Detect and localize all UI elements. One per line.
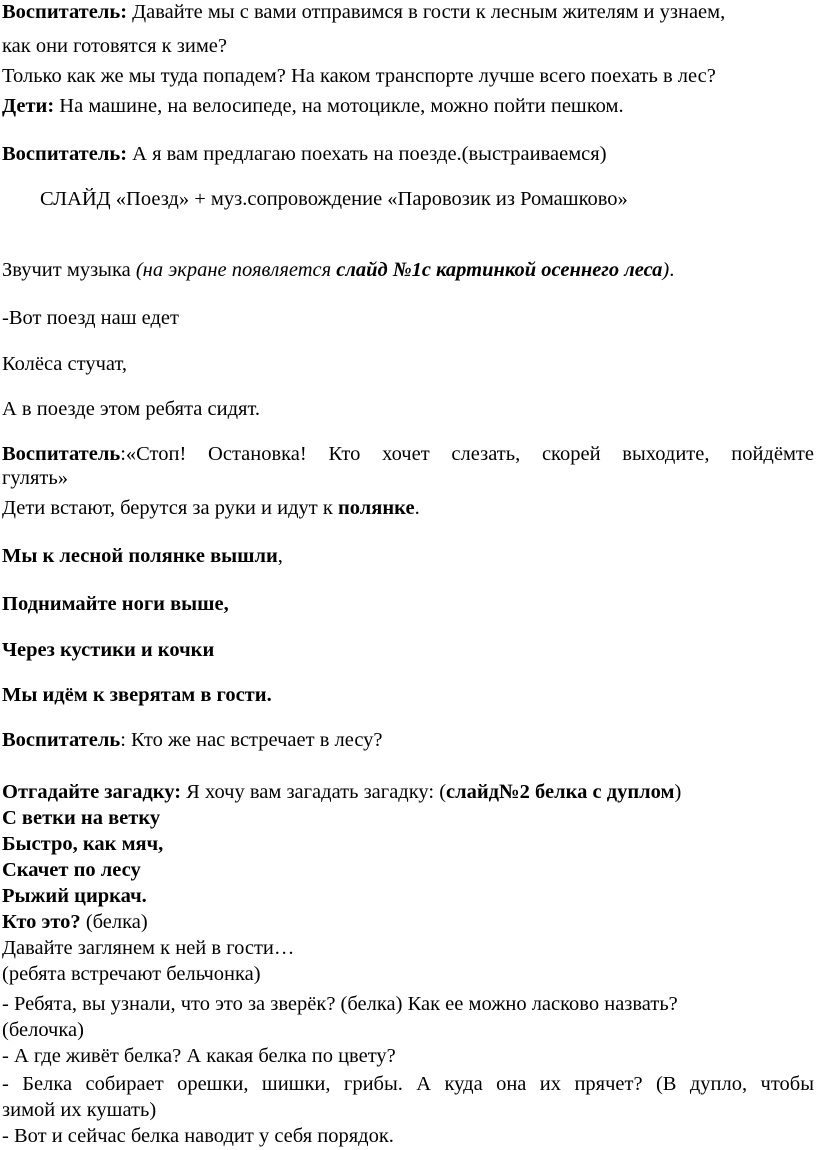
poem-line: Поднимайте ноги выше, [2,593,229,615]
poem-line: Мы идём к зверятам в гости. [2,684,272,706]
poem-line: Мы к лесной полянке вышли, [2,545,283,567]
riddle-line: Быстро, как мяч, [2,833,164,855]
paragraph-line: Только как же мы туда попадем? На каком транспорте лучше всего поехать в лес? [2,65,716,87]
poem-line: А в поезде этом ребята сидят. [2,398,260,420]
poem-line: -Вот поезд наш едет [2,307,179,329]
poem-line: Колёса стучат, [2,353,127,375]
paragraph-line: Звучит музыка (на экране появляется слайд №1с картинкой осеннего леса). [2,259,675,281]
paragraph-line: Отгадайте загадку: Я хочу вам загадать загадку: (слайд№2 белка с дуплом) [2,781,682,803]
paragraph-line: Воспитатель: Кто же нас встречает в лесу? [2,729,383,751]
paragraph-line: как они готовятся к зиме? [2,35,227,57]
paragraph-line: - Ребята, вы узнали, что это за зверёк? (белка) Как ее можно ласково назвать? [2,993,678,1015]
paragraph-line: - Белка собирает орешки, шишки, грибы. А куда она их прячет? (В дупло, чтобы [2,1073,814,1095]
paragraph-line: - Вот и сейчас белка наводит у себя порядок. [2,1125,394,1147]
paragraph-line: Дети встают, берутся за руки и идут к полянке. [2,497,420,519]
paragraph-line: - А где живёт белка? А какая белка по цвету? [2,1045,396,1067]
paragraph-line: Кто это? (белка) [2,911,148,933]
paragraph-line: Воспитатель:«Стоп! Остановка! Кто хочет слезать, скорей выходите, пойдёмте [2,443,814,465]
paragraph-line: Давайте заглянем к ней в гости… [2,937,295,959]
paragraph-line: Воспитатель: А я вам предлагаю поехать на поезде.(выстраиваемся) [2,143,607,165]
paragraph-line: (ребята встречают бельчонка) [2,963,261,985]
paragraph-line: (белочка) [2,1019,84,1041]
paragraph-line: гулять» [2,467,68,489]
paragraph-line: Дети: На машине, на велосипеде, на мотоцикле, можно пойти пешком. [2,95,624,117]
riddle-line: Скачет по лесу [2,859,141,881]
slide-note: СЛАЙД «Поезд» + муз.сопровождение «Паровозик из Ромашково» [40,188,628,210]
poem-line: Через кустики и кочки [2,639,215,661]
paragraph-line: зимой их кушать) [2,1099,157,1121]
riddle-line: С ветки на ветку [2,807,161,829]
riddle-line: Рыжий циркач. [2,885,147,907]
paragraph-line: Воспитатель: Давайте мы с вами отправимся в гости к лесным жителям и узнаем, [2,1,726,23]
